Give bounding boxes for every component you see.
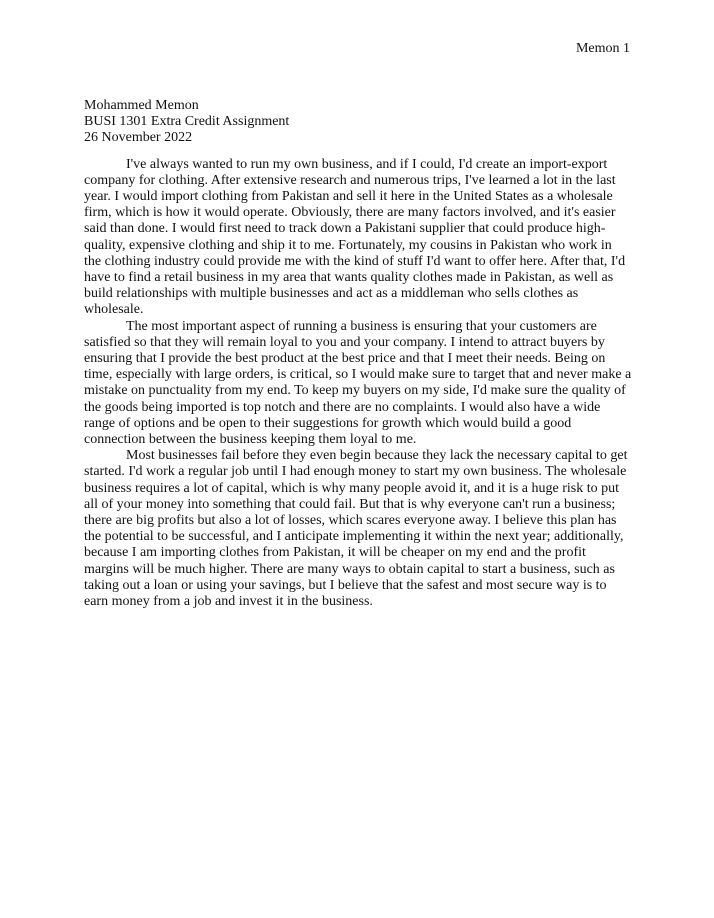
document-date: 26 November 2022 <box>84 130 193 146</box>
author-name: Mohammed Memon <box>84 98 199 113</box>
running-header: Memon 1 <box>575 41 630 56</box>
paragraph-1: I've always wanted to run my own business, and if I could, I'd create an import-export company for clothing. After extensive research and numerous trips, I've learned a lot in the last year. I would import clothing from Pakistan and sell it here in the United States as a wholesale firm, which is how it would operate. Obviously, there are many factors involved, and it's easier said than done. I would first need to track down a Pakistani supplier that could produce high-quality, expensive clothing and ship it to me. Fortunately, my cousins in Pakistan who work in the clothing industry could provide me with the kind of stuff I'd want to offer here. After that, I'd have to find a retail business in my area that wants quality clothes made in Pakistan, as well as build relationships with multiple businesses and act as a middleman who sells clothes as wholesale. <box>84 156 626 318</box>
document-body <box>84 98 632 610</box>
course-title: BUSI 1301 Extra Credit Assignment <box>84 114 290 130</box>
paragraph-3: Most businesses fail before they even begin because they lack the necessary capital to get started. I'd work a regular job until I had enough money to start my own business. The wholesale business requires a lot of capital, which is why many people avoid it, and it is a huge risk to put all of your money into something that could fail. But that is why everyone can't run a business; there are big profits but also a lot of losses, which scares everyone away. I believe this plan has the potential to be successful, and I anticipate implementing it within the next year; additionally, because I am importing clothes from Pakistan, it will be cheaper on my end and the profit margins will be much higher. There are many ways to obtain capital to start a business, such as taking out a loan or using your savings, but I believe that the safest and most secure way is to earn money from a job and invest it in the business. <box>84 448 628 610</box>
heading-block <box>84 98 632 147</box>
paragraph-2: The most important aspect of running a business is ensuring that your customers are satisfied so that they will remain loyal to you and your company. I intend to attract buyers by ensuring that I provide the best product at the best price and that I meet their needs. Being on time, especially with large orders, is critical, so I would make sure to target that and never make a mistake on punctuality from my end. To keep my buyers on my side, I'd make sure the quality of the goods being imported is top notch and there are no complaints. I would also have a wide range of options and be open to their suggestions for growth which would build a good connection between the business keeping them loyal to me. <box>84 318 632 448</box>
